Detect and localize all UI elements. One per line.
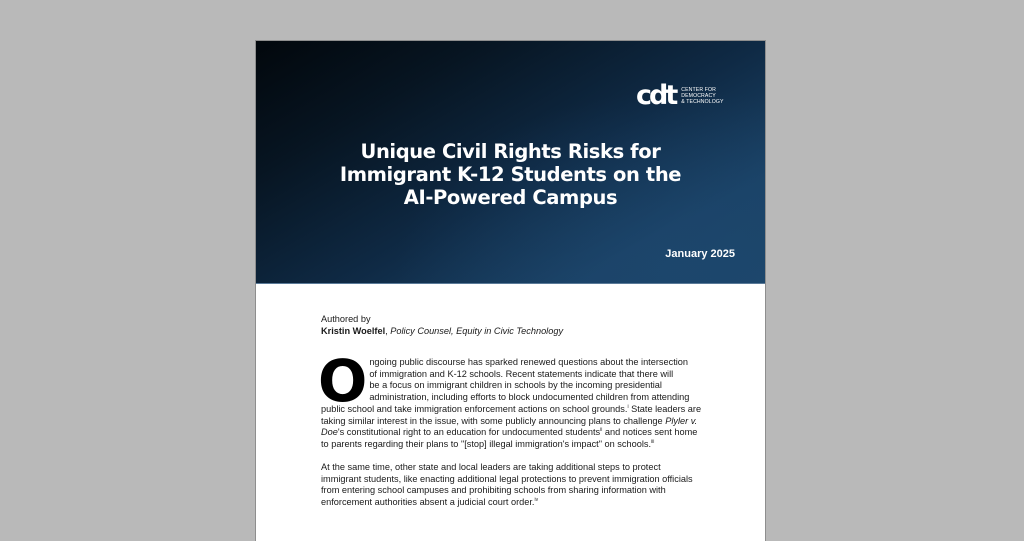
paragraph-second <box>321 462 711 508</box>
logo-text-line: DEMOCRACY <box>681 93 716 99</box>
document-body <box>318 314 711 520</box>
document-title <box>256 140 765 209</box>
author-line <box>321 326 711 338</box>
publication-date: January 2025 <box>665 248 735 260</box>
cdt-logo <box>636 81 736 111</box>
text-line <box>321 416 711 428</box>
authored-by-label: Authored by <box>321 314 371 324</box>
text-run: to parents regarding their plans to "[stop] illegal immigration's impact" on schools. <box>321 438 652 449</box>
author-separator: , <box>385 325 391 336</box>
text-line: At the same time, other state and local leaders are taking additional steps to protect <box>321 462 661 473</box>
text-run: 's constitutional right to an education for undocumented students <box>337 427 601 438</box>
text-line: of immigration and K-12 schools. Recent statements indicate that there will <box>369 368 674 379</box>
text-run: enforcement authorities absent a judicial court order. <box>321 496 535 507</box>
text-line <box>321 497 711 509</box>
logo-text-line: & TECHNOLOGY <box>681 99 724 105</box>
text-run: taking similar interest in the issue, with some publicly announcing plans to challenge <box>321 415 666 426</box>
text-line: administration, including efforts to block undocumented children from attending <box>369 391 690 402</box>
text-line: be a focus on immigrant children in schools by the incoming presidential <box>369 380 662 391</box>
cover-divider <box>256 283 765 284</box>
paragraph-intro <box>318 347 711 450</box>
text-line: ngoing public discourse has sparked renewed questions about the intersection <box>369 357 689 368</box>
footnote-ref[interactable]: i <box>627 404 629 411</box>
text-run: State leaders are <box>628 404 702 415</box>
cdt-logo-text <box>681 87 723 105</box>
text-line <box>321 427 711 439</box>
text-run: public school and take immigration enforcement actions on school grounds. <box>321 404 628 415</box>
document-page <box>256 41 765 541</box>
footnote-ref[interactable]: iv <box>534 496 539 503</box>
text-line: from entering school campuses and prohibiting schools from sharing information with <box>321 485 666 496</box>
cdt-logo-mark: cdt <box>636 79 676 111</box>
title-line: AI-Powered Campus <box>403 186 618 209</box>
footnote-ref[interactable]: ii <box>600 427 603 434</box>
drop-cap: O <box>318 347 366 416</box>
logo-text-line: CENTER FOR <box>681 87 716 93</box>
text-line: immigrant students, like enacting additional legal protections to prevent immigration officials <box>321 473 693 484</box>
cover-banner <box>256 41 765 284</box>
title-line: Unique Civil Rights Risks for <box>360 140 661 163</box>
text-line <box>321 439 711 451</box>
text-line <box>321 404 711 416</box>
footnote-ref[interactable]: iii <box>651 438 655 445</box>
author-role: Policy Counsel, Equity in Civic Technology <box>390 325 564 336</box>
text-run: and notices sent home <box>602 427 698 438</box>
title-line: Immigrant K-12 Students on the <box>339 163 682 186</box>
author-name: Kristin Woelfel <box>321 325 386 336</box>
case-name: Doe <box>321 427 338 438</box>
case-name: Plyler v. <box>665 415 698 426</box>
